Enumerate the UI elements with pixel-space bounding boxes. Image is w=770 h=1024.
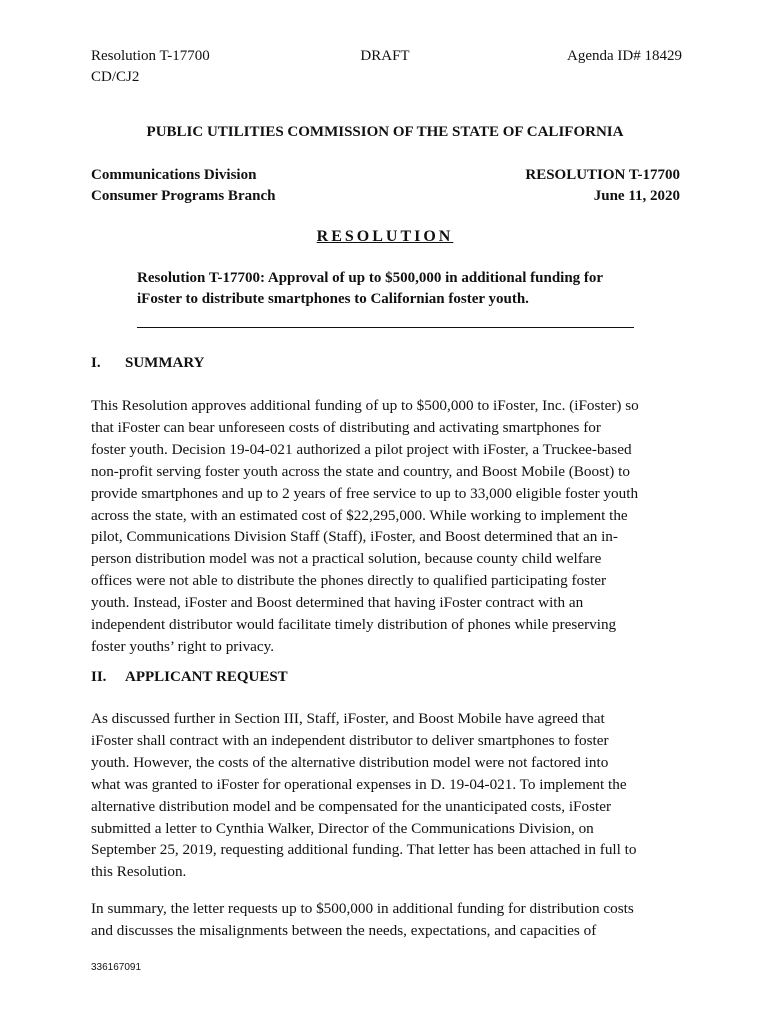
paragraph-line: person distribution model was not a practical solution, because county child welfare (91, 550, 602, 568)
paragraph-line: foster youths’ right to privacy. (91, 637, 275, 655)
resolution-date: June 11, 2020 (593, 188, 680, 204)
summary-paragraph (91, 395, 691, 658)
resolution-number: RESOLUTION T-17700 (525, 167, 680, 183)
header-resolution-id: Resolution T-17700 (91, 48, 210, 64)
paragraph-line: September 25, 2019, requesting additional funding. That letter has been attached in full to (91, 841, 637, 859)
section-title: SUMMARY (125, 355, 205, 371)
header-draft-label: DRAFT (360, 48, 410, 64)
paragraph-line: alternative distribution model and be compensated for the unanticipated costs, iFoster (91, 797, 612, 815)
paragraph-line: submitted a letter to Cynthia Walker, Director of the Communications Division, on (91, 819, 594, 837)
paragraph-line: this Resolution. (91, 863, 187, 881)
subject-line-1: Resolution T-17700: Approval of up to $500,000 in additional funding for (137, 270, 604, 286)
paragraph-line: pilot, Communications Division Staff (Staff), iFoster, and Boost determined that an in- (91, 528, 618, 546)
section-title: APPLICANT REQUEST (125, 669, 288, 685)
paragraph-line: As discussed further in Section III, Staff, iFoster, and Boost Mobile have agreed that (91, 710, 605, 727)
summary-request-paragraph (91, 898, 691, 942)
header-agenda-id: Agenda ID# 18429 (567, 48, 682, 64)
header-code: CD/CJ2 (91, 69, 140, 85)
request-paragraph (91, 708, 691, 883)
commission-title: PUBLIC UTILITIES COMMISSION OF THE STATE OF CALIFORNIA (146, 124, 624, 140)
section-number: II. (91, 669, 107, 685)
division-line-2: Consumer Programs Branch (91, 188, 276, 204)
paragraph-line: offices were not able to distribute the phones directly to qualified participating foster (91, 572, 607, 590)
subject-divider (137, 327, 634, 328)
subject-block (137, 268, 647, 310)
resolution-block (525, 165, 680, 207)
paragraph-line: and discusses the misalignments between the needs, expectations, and capacities of (91, 921, 597, 939)
section-heading-summary (91, 353, 204, 373)
paragraph-line: non-profit serving foster youth across the state and country, and Boost Mobile (Boost) to (91, 462, 630, 480)
resolution-heading: RESOLUTION (316, 228, 454, 245)
paragraph-line: This Resolution approves additional funding of up to $500,000 to iFoster, Inc. (iFoster) so (91, 397, 639, 414)
paragraph-line: In summary, the letter requests up to $500,000 in additional funding for distribution costs (91, 900, 634, 917)
section-number: I. (91, 355, 101, 371)
footer-doc-number: 336167091 (91, 962, 142, 973)
division-line-1: Communications Division (91, 167, 257, 183)
paragraph-line: youth. However, the costs of the alternative distribution model were not factored into (91, 753, 609, 771)
paragraph-line: foster youth. Decision 19-04-021 authorized a pilot project with iFoster, a Truckee-based (91, 440, 632, 458)
paragraph-line: iFoster shall contract with an independent distributor to deliver smartphones to foster (91, 731, 609, 749)
division-block (91, 165, 275, 207)
paragraph-line: independent distributor would facilitate timely distribution of phones while preserving (91, 616, 617, 634)
paragraph-line: across the state, with an estimated cost of $22,295,000. While working to implement the (91, 506, 628, 524)
subject-line-2: iFoster to distribute smartphones to Californian foster youth. (137, 291, 529, 307)
section-heading-applicant-request (91, 667, 288, 687)
paragraph-line: what was granted to iFoster for operational expenses in D. 19-04-021. To implement the (91, 775, 627, 793)
paragraph-line: provide smartphones and up to 2 years of free service to up to 33,000 eligible foster youth (91, 484, 639, 502)
paragraph-line: that iFoster can bear unforeseen costs of distributing and activating smartphones for (91, 418, 601, 436)
paragraph-line: youth. Instead, iFoster and Boost determined that having iFoster contract with an (91, 594, 584, 612)
